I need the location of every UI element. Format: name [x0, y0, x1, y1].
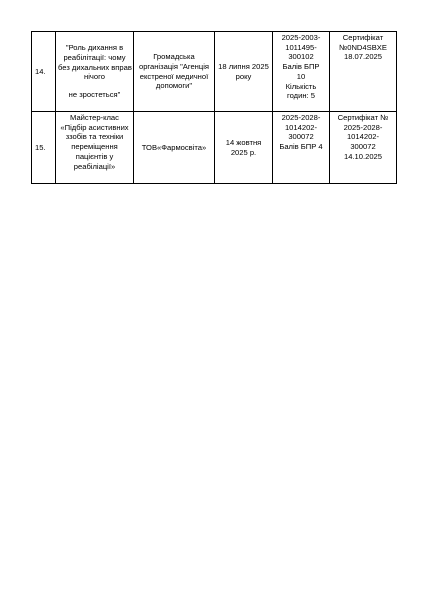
certificate-line: Сертифікат № — [337, 113, 389, 122]
row-number: 14. — [35, 66, 46, 76]
date-line: року — [235, 71, 252, 81]
certificate-line: 14.10.2025 — [343, 151, 382, 161]
code-line: Кількість — [285, 81, 317, 91]
date-cell — [215, 32, 273, 112]
code-line: годин: 5 — [287, 91, 315, 101]
code-line: 1011495- — [285, 42, 317, 52]
event-title-line: пацієнтів у — [75, 151, 114, 161]
certificate-line: 2025-2028- — [343, 122, 383, 132]
organizer-line: допомоги" — [155, 81, 193, 91]
table-row — [32, 112, 397, 184]
certificate-line: 300072 — [350, 142, 376, 152]
code-line: 2025-2028- — [281, 113, 321, 122]
date-line: 2025 р. — [230, 147, 257, 157]
certificate-cell — [330, 112, 397, 184]
code-line: 300072 — [288, 132, 314, 142]
certificate-line: Сертифікат — [342, 33, 384, 42]
date-line: 14 жовтня — [225, 137, 262, 147]
date-cell — [215, 112, 273, 184]
event-title-line: «Підбір асистивних — [60, 122, 129, 132]
line-gap — [58, 82, 131, 90]
event-title-cell — [56, 112, 134, 184]
code-line: 1014202- — [284, 122, 318, 132]
certificate-line: №0ND4SBXE — [339, 42, 387, 52]
code-line: Балів БПР — [282, 62, 320, 72]
event-title-line: реабіліації» — [73, 161, 116, 171]
event-title-line: нічого — [84, 72, 105, 82]
date-line: 18 липня 2025 — [218, 61, 269, 71]
organizer-line: екстреної медичної — [139, 71, 209, 81]
row-number: 15. — [35, 142, 46, 152]
organizer-line: організація "Агенція — [138, 61, 210, 71]
code-line: 2025-2003- — [281, 33, 321, 42]
event-title-cell — [56, 32, 134, 112]
organizer-cell — [134, 112, 215, 184]
event-title-line: не зростеться" — [68, 90, 121, 100]
organizer-cell — [134, 32, 215, 112]
code-line: 300102 — [288, 52, 314, 62]
training-records-table — [31, 31, 397, 184]
row-number-cell — [32, 112, 56, 184]
organizer-line: Громадська — [153, 52, 195, 62]
event-title-line: ззобів та техніки — [65, 132, 124, 142]
registration-code-cell — [273, 32, 330, 112]
event-title-line: реабілітації: чому — [63, 52, 126, 62]
event-title-line: "Роль дихання в — [65, 43, 124, 53]
code-line: Балів БПР 4 — [279, 142, 323, 152]
certificate-line: 18.07.2025 — [343, 52, 382, 62]
event-title-line: Майстер-клас — [70, 113, 119, 122]
event-title-line: без дихальних вправ — [58, 62, 132, 72]
certificate-cell — [330, 32, 397, 112]
event-title-line: переміщення — [71, 142, 118, 152]
table-row — [32, 32, 397, 112]
organizer-line: ТОВ«Фармосвіта» — [141, 142, 207, 152]
registration-code-cell — [273, 112, 330, 184]
certificate-line: 1014202- — [346, 132, 380, 142]
row-number-cell — [32, 32, 56, 112]
code-line: 10 — [296, 71, 306, 81]
